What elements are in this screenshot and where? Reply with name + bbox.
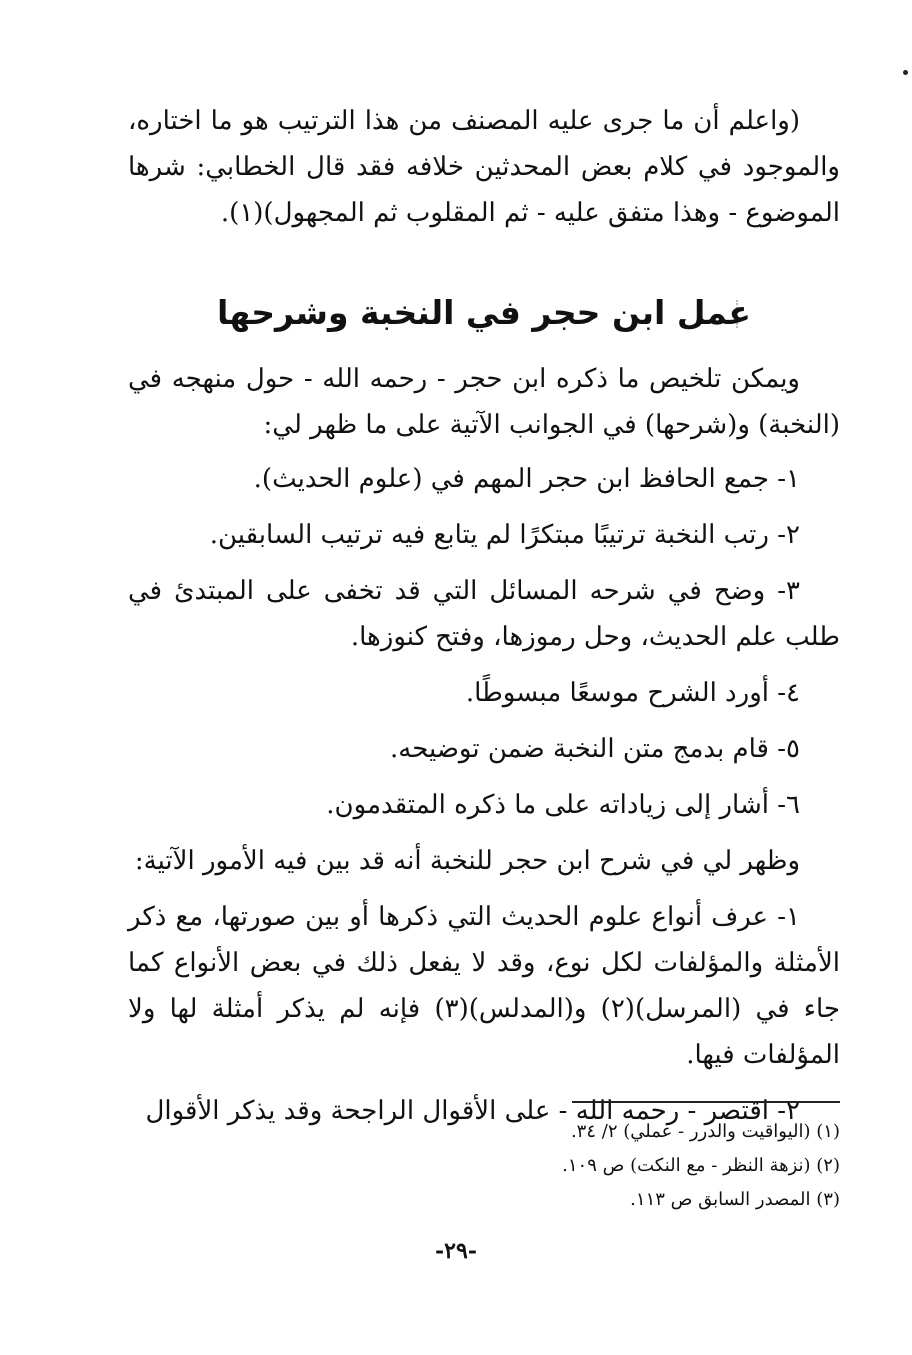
list-item-5: ٥- قام بدمج متن النخبة ضمن توضيحه. <box>390 734 800 764</box>
list-item-6: ٦- أشار إلى زياداته على ما ذكره المتقدمون. <box>326 790 800 820</box>
section-heading: عمل ابن حجر في النخبة وشرحها <box>217 293 751 332</box>
list2-item-2: ٢- اقتصر - رحمه الله - على الأقوال الراجحة وقد يذكر الأقوال <box>145 1096 800 1126</box>
footnote-3: (٣) المصدر السابق ص ١١٣. <box>630 1189 840 1210</box>
footnotes <box>128 1115 840 1217</box>
list2-item-1: ١- عرف أنواع علوم الحديث التي ذكرها أو بين صورتها، مع ذكر الأمثلة والمؤلفات لكل نوع، وقد لا يفعل ذلك في بعض الأنواع كما جاء في (المرسل)(٢) و(المدلس)(٣) فإنه لم يذكر أمثلة لها ولا المؤلفات فيها. <box>128 902 840 1070</box>
main-body <box>128 356 840 1134</box>
footnote-1: (١) (اليواقيت والدرر - عملي) ٢/ ٣٤. <box>570 1121 840 1142</box>
list-item-1: ١- جمع الحافظ ابن حجر المهم في (علوم الحديث). <box>253 464 800 494</box>
list-item-3: ٣- وضح في شرحه المسائل التي قد تخفى على المبتدئ في طلب علم الحديث، وحل رموزها، وفتح كنوزها. <box>128 576 840 652</box>
footnote-2: (٢) (نزهة النظر - مع النكت) ص ١٠٩. <box>562 1155 840 1176</box>
page-number: -٢٩- <box>435 1238 477 1264</box>
summary-intro: ويمكن تلخيص ما ذكره ابن حجر - رحمه الله - حول منهجه في (النخبة) و(شرحها) في الجوانب الآتية على ما ظهر لي: <box>128 364 840 440</box>
footnote-divider <box>572 1101 840 1103</box>
scan-speck <box>903 70 908 75</box>
list-item-2: ٢- رتب النخبة ترتيبًا مبتكرًا لم يتابع فيه ترتيب السابقين. <box>209 520 800 550</box>
intro-quote: (واعلم أن ما جرى عليه المصنف من هذا الترتيب هو ما اختاره، والموجود في كلام بعض المحدثين خلافه فقد قال الخطابي: شرها الموضوع - وهذا متفق عليه - ثم المقلوب ثم المجهول)(١). <box>128 106 840 228</box>
list-item-4: ٤- أورد الشرح موسعًا مبسوطًا. <box>465 678 800 708</box>
second-intro: وظهر لي في شرح ابن حجر للنخبة أنه قد بين فيه الأمور الآتية: <box>134 846 800 876</box>
intro-quote-block <box>128 98 840 236</box>
